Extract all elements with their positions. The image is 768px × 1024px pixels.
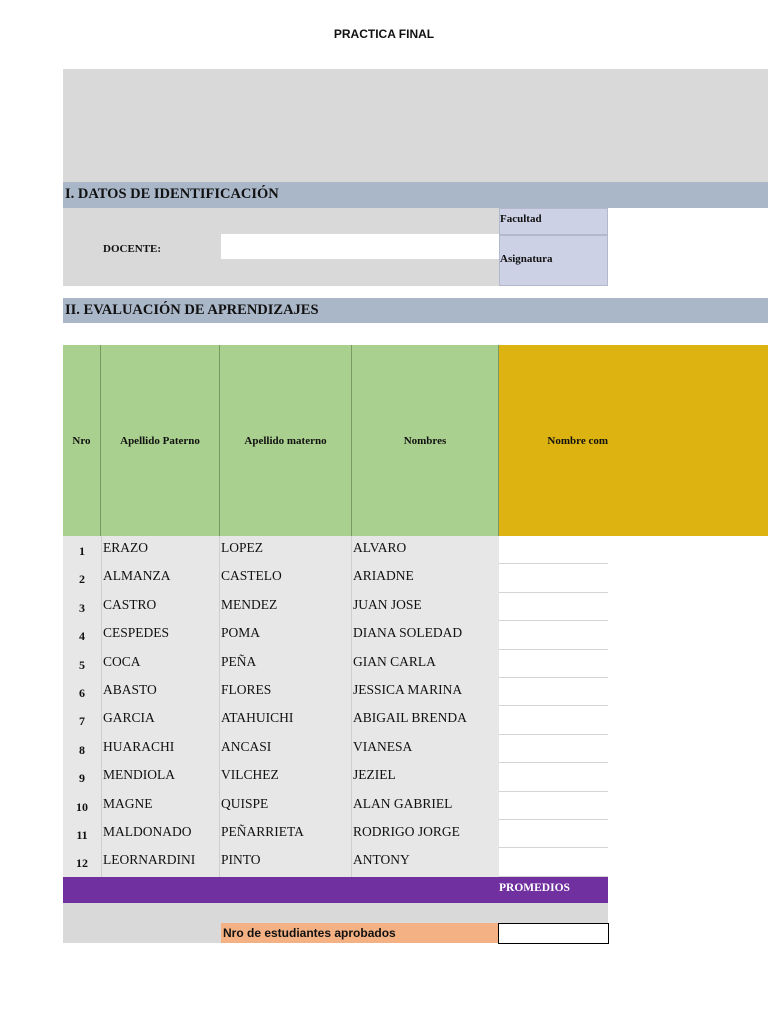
cell-materno: ATAHUICHI [221, 710, 294, 726]
table-row [63, 792, 608, 820]
column-separator [219, 650, 220, 678]
column-separator [101, 848, 102, 876]
cell-materno: PEÑARRIETA [221, 824, 304, 839]
column-separator [219, 735, 220, 763]
cell-materno: PINTO [221, 852, 261, 868]
table-row [63, 763, 608, 791]
nombre-completo-cell[interactable] [499, 848, 608, 876]
cell-nro: 10 [76, 799, 88, 814]
cell-nro: 9 [79, 771, 85, 786]
table-body [63, 536, 608, 877]
table-row [63, 564, 608, 592]
cell-nro: 2 [79, 572, 85, 587]
cell-nombres: ARIADNE [353, 568, 414, 584]
cell-paterno: HUARACHI [103, 738, 175, 754]
column-separator [219, 706, 220, 734]
column-separator [101, 564, 102, 592]
nombre-completo-cell[interactable] [499, 735, 608, 763]
column-separator [101, 621, 102, 649]
section-identificacion-title: I. DATOS DE IDENTIFICACIÓN [65, 186, 279, 202]
column-separator [219, 820, 220, 848]
cell-paterno: ALMANZA [103, 568, 171, 584]
docente-field[interactable] [221, 234, 499, 259]
cell-nombres: JESSICA MARINA [353, 682, 463, 697]
table-row [63, 735, 608, 763]
column-separator [101, 820, 102, 848]
table-row [63, 848, 608, 876]
aprobados-value-cell[interactable] [498, 923, 609, 944]
cell-materno: LOPEZ [221, 540, 263, 555]
nombre-completo-cell[interactable] [499, 706, 608, 734]
nombre-completo-cell[interactable] [499, 564, 608, 592]
cell-nombres: JEZIEL [353, 767, 396, 783]
table-row [63, 820, 608, 848]
column-separator [351, 848, 352, 876]
column-separator [351, 678, 352, 706]
nombre-completo-cell[interactable] [499, 678, 608, 706]
cell-nombres: JUAN JOSE [353, 596, 422, 612]
cell-paterno: ERAZO [103, 540, 148, 555]
cell-paterno: COCA [103, 653, 141, 669]
column-separator [101, 792, 102, 820]
header-apellido-materno: Apellido materno [220, 345, 352, 536]
docente-label: DOCENTE: [103, 243, 162, 255]
column-separator [219, 564, 220, 592]
column-separator [351, 593, 352, 621]
facultad-label: Facultad [500, 213, 542, 225]
nombre-completo-cell[interactable] [499, 593, 608, 621]
cell-nro: 1 [79, 544, 85, 558]
column-separator [219, 678, 220, 706]
asignatura-label: Asignatura [500, 253, 553, 265]
header-nombres: Nombres [352, 345, 499, 536]
table-row [63, 593, 608, 621]
column-separator [351, 621, 352, 649]
cell-paterno: LEORNARDINI [103, 852, 196, 868]
cell-materno: CASTELO [221, 568, 282, 584]
cell-paterno: MAGNE [103, 795, 153, 811]
cell-nro: 7 [79, 714, 85, 729]
table-row [63, 650, 608, 678]
column-separator [219, 763, 220, 791]
cell-paterno: CESPEDES [103, 625, 170, 641]
column-separator [351, 706, 352, 734]
cell-materno: PEÑA [221, 653, 257, 669]
cell-materno: POMA [221, 625, 261, 641]
table-row [63, 678, 608, 706]
cell-nombres: ALAN GABRIEL [353, 795, 453, 811]
nombre-completo-cell[interactable] [499, 621, 608, 649]
column-separator [351, 763, 352, 791]
column-separator [219, 792, 220, 820]
cell-materno: VILCHEZ [221, 767, 279, 783]
column-separator [101, 593, 102, 621]
cell-nro: 8 [79, 742, 85, 757]
column-separator [351, 536, 352, 564]
page-title: PRACTICA FINAL [333, 27, 435, 41]
cell-nro: 6 [79, 686, 85, 700]
cell-nombres: RODRIGO JORGE [353, 824, 460, 839]
nombre-completo-cell[interactable] [499, 536, 608, 564]
column-separator [219, 536, 220, 564]
column-separator [101, 763, 102, 791]
table-row [63, 706, 608, 734]
cell-nro: 12 [76, 856, 88, 871]
cell-nombres: GIAN CARLA [353, 653, 436, 669]
column-separator [101, 678, 102, 706]
cell-nro: 3 [79, 600, 85, 615]
column-separator [101, 536, 102, 564]
cell-materno: ANCASI [221, 738, 272, 754]
cell-materno: QUISPE [221, 795, 269, 811]
column-separator [219, 621, 220, 649]
column-separator [101, 735, 102, 763]
cell-paterno: ABASTO [103, 682, 157, 697]
table-row [63, 536, 608, 564]
column-separator [101, 650, 102, 678]
cell-paterno: MALDONADO [103, 824, 192, 839]
cell-nombres: ABIGAIL BRENDA [353, 710, 467, 726]
header-placeholder-block [63, 69, 768, 182]
aprobados-label: Nro de estudiantes aprobados [221, 923, 499, 943]
nombre-completo-cell[interactable] [499, 792, 608, 820]
cell-paterno: GARCIA [103, 710, 155, 726]
header-nro: Nro [63, 345, 101, 536]
nombre-completo-cell[interactable] [499, 763, 608, 791]
cell-nombres: ALVARO [353, 540, 407, 555]
column-separator [219, 848, 220, 876]
cell-paterno: MENDIOLA [103, 767, 175, 783]
cell-materno: FLORES [221, 682, 272, 697]
table-header-row [63, 345, 768, 536]
promedios-label: PROMEDIOS [499, 882, 570, 894]
column-separator [351, 564, 352, 592]
column-separator [219, 593, 220, 621]
cell-nro: 11 [76, 828, 88, 842]
cell-nombres: ANTONY [353, 852, 410, 868]
nombre-completo-cell[interactable] [499, 650, 608, 678]
column-separator [351, 735, 352, 763]
header-nombre-completo-label: Nombre com [547, 434, 608, 447]
cell-nombres: VIANESA [353, 738, 413, 754]
nombre-completo-cell[interactable] [499, 820, 608, 848]
cell-nro: 4 [79, 629, 85, 644]
column-separator [351, 820, 352, 848]
cell-materno: MENDEZ [221, 596, 278, 612]
table-row [63, 621, 608, 649]
column-separator [351, 650, 352, 678]
header-apellido-paterno: Apellido Paterno [101, 345, 220, 536]
column-separator [101, 706, 102, 734]
section-evaluacion-title: II. EVALUACIÓN DE APRENDIZAJES [65, 302, 319, 318]
cell-nombres: DIANA SOLEDAD [353, 625, 463, 641]
column-separator [351, 792, 352, 820]
cell-nro: 5 [79, 657, 85, 672]
cell-paterno: CASTRO [103, 596, 157, 612]
